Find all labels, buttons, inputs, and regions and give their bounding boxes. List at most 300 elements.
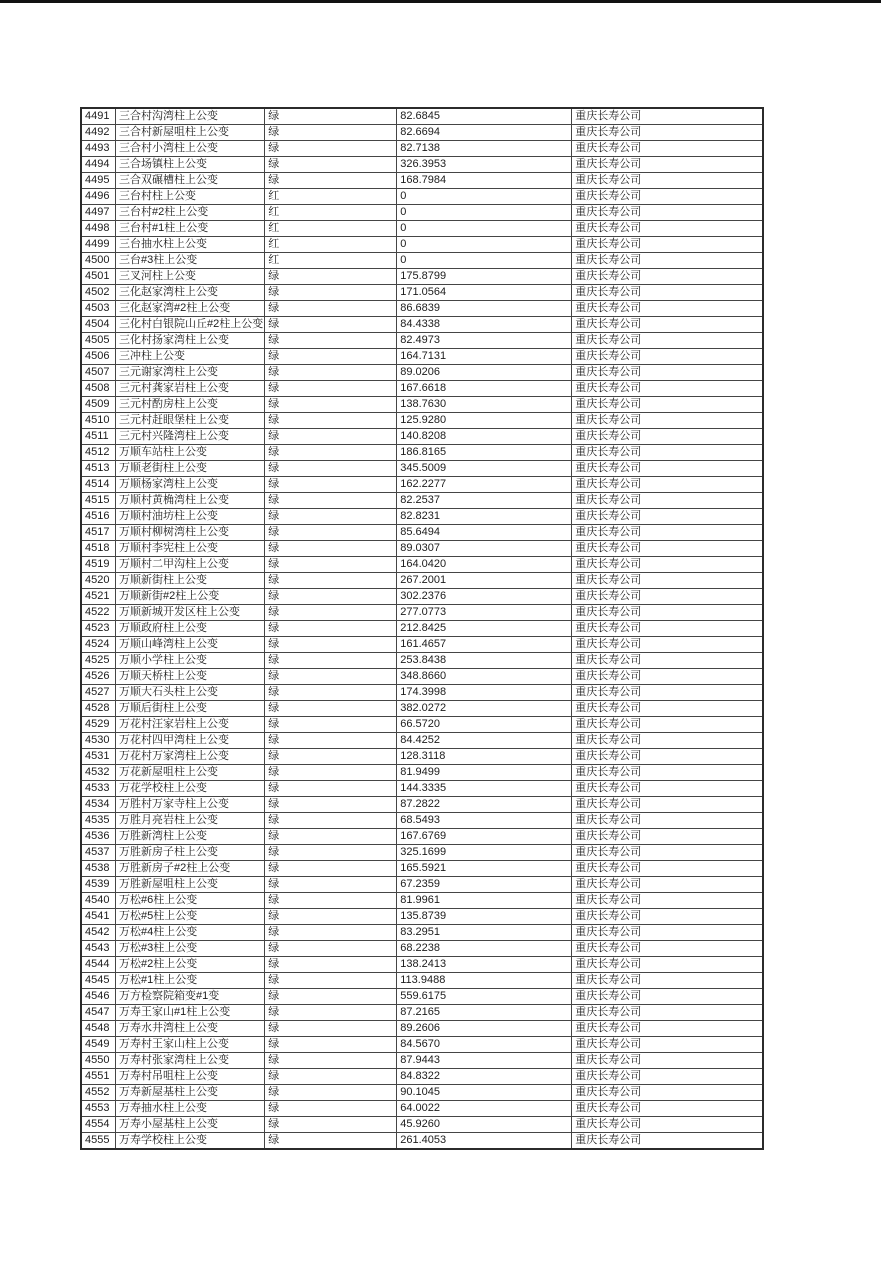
row-id-cell: 4499 bbox=[81, 237, 116, 253]
transformer-name-cell: 万顺大石头柱上公变 bbox=[116, 685, 265, 701]
row-id-cell: 4498 bbox=[81, 221, 116, 237]
company-cell: 重庆长寿公司 bbox=[572, 733, 764, 749]
row-id-cell: 4500 bbox=[81, 253, 116, 269]
transformer-name-cell: 三化赵家湾#2柱上公变 bbox=[116, 301, 265, 317]
table-row bbox=[81, 557, 763, 573]
table-row bbox=[81, 205, 763, 221]
row-id-cell: 4539 bbox=[81, 877, 116, 893]
table-row bbox=[81, 237, 763, 253]
row-id-cell: 4508 bbox=[81, 381, 116, 397]
table-row bbox=[81, 957, 763, 973]
table-row bbox=[81, 525, 763, 541]
row-id-cell: 4519 bbox=[81, 557, 116, 573]
transformer-name-cell: 三台抽水柱上公变 bbox=[116, 237, 265, 253]
row-id-cell: 4513 bbox=[81, 461, 116, 477]
row-id-cell: 4505 bbox=[81, 333, 116, 349]
table-row bbox=[81, 621, 763, 637]
capacity-value-cell: 82.8231 bbox=[397, 509, 572, 525]
capacity-value-cell: 253.8438 bbox=[397, 653, 572, 669]
row-id-cell: 4506 bbox=[81, 349, 116, 365]
transformer-name-cell: 万寿水井湾柱上公变 bbox=[116, 1021, 265, 1037]
transformer-name-cell: 万松#1柱上公变 bbox=[116, 973, 265, 989]
table-row bbox=[81, 797, 763, 813]
company-cell: 重庆长寿公司 bbox=[572, 445, 764, 461]
row-id-cell: 4534 bbox=[81, 797, 116, 813]
table-row bbox=[81, 445, 763, 461]
table-row bbox=[81, 108, 763, 125]
row-id-cell: 4521 bbox=[81, 589, 116, 605]
table-row bbox=[81, 669, 763, 685]
transformer-name-cell: 三元村龚家岩柱上公变 bbox=[116, 381, 265, 397]
transformer-name-cell: 万顺政府柱上公变 bbox=[116, 621, 265, 637]
capacity-value-cell: 84.5670 bbox=[397, 1037, 572, 1053]
status-cell: 绿 bbox=[265, 861, 397, 877]
table-row bbox=[81, 1069, 763, 1085]
table-row bbox=[81, 1133, 763, 1150]
capacity-value-cell: 138.2413 bbox=[397, 957, 572, 973]
status-cell: 绿 bbox=[265, 509, 397, 525]
table-row bbox=[81, 141, 763, 157]
row-id-cell: 4551 bbox=[81, 1069, 116, 1085]
capacity-value-cell: 81.9499 bbox=[397, 765, 572, 781]
transformer-name-cell: 三合场镇柱上公变 bbox=[116, 157, 265, 173]
table-row bbox=[81, 509, 763, 525]
table-row bbox=[81, 941, 763, 957]
table-row bbox=[81, 717, 763, 733]
status-cell: 红 bbox=[265, 189, 397, 205]
transformer-name-cell: 万顺新街柱上公变 bbox=[116, 573, 265, 589]
row-id-cell: 4537 bbox=[81, 845, 116, 861]
row-id-cell: 4554 bbox=[81, 1117, 116, 1133]
row-id-cell: 4552 bbox=[81, 1085, 116, 1101]
table-row bbox=[81, 653, 763, 669]
capacity-value-cell: 89.0206 bbox=[397, 365, 572, 381]
status-cell: 绿 bbox=[265, 557, 397, 573]
row-id-cell: 4550 bbox=[81, 1053, 116, 1069]
transformer-name-cell: 万花村四甲湾柱上公变 bbox=[116, 733, 265, 749]
status-cell: 绿 bbox=[265, 637, 397, 653]
row-id-cell: 4497 bbox=[81, 205, 116, 221]
transformer-name-cell: 三元谢家湾柱上公变 bbox=[116, 365, 265, 381]
table-row bbox=[81, 637, 763, 653]
row-id-cell: 4524 bbox=[81, 637, 116, 653]
capacity-value-cell: 382.0272 bbox=[397, 701, 572, 717]
row-id-cell: 4496 bbox=[81, 189, 116, 205]
table-row bbox=[81, 461, 763, 477]
company-cell: 重庆长寿公司 bbox=[572, 1117, 764, 1133]
company-cell: 重庆长寿公司 bbox=[572, 397, 764, 413]
status-cell: 绿 bbox=[265, 621, 397, 637]
status-cell: 绿 bbox=[265, 157, 397, 173]
company-cell: 重庆长寿公司 bbox=[572, 317, 764, 333]
transformer-name-cell: 万胜村万家寺柱上公变 bbox=[116, 797, 265, 813]
table-row bbox=[81, 1053, 763, 1069]
status-cell: 绿 bbox=[265, 781, 397, 797]
company-cell: 重庆长寿公司 bbox=[572, 108, 764, 125]
status-cell: 绿 bbox=[265, 973, 397, 989]
capacity-value-cell: 559.6175 bbox=[397, 989, 572, 1005]
row-id-cell: 4520 bbox=[81, 573, 116, 589]
transformer-name-cell: 万胜新屋咀柱上公变 bbox=[116, 877, 265, 893]
transformer-name-cell: 万寿村吊咀柱上公变 bbox=[116, 1069, 265, 1085]
status-cell: 绿 bbox=[265, 893, 397, 909]
table-row bbox=[81, 429, 763, 445]
row-id-cell: 4512 bbox=[81, 445, 116, 461]
transformer-name-cell: 万顺车站柱上公变 bbox=[116, 445, 265, 461]
row-id-cell: 4531 bbox=[81, 749, 116, 765]
table-row bbox=[81, 317, 763, 333]
transformer-name-cell: 万寿学校柱上公变 bbox=[116, 1133, 265, 1150]
row-id-cell: 4540 bbox=[81, 893, 116, 909]
capacity-value-cell: 212.8425 bbox=[397, 621, 572, 637]
capacity-value-cell: 325.1699 bbox=[397, 845, 572, 861]
table-row bbox=[81, 685, 763, 701]
transformer-name-cell: 万顺村黄桷湾柱上公变 bbox=[116, 493, 265, 509]
transformer-name-cell: 万顺村油坊柱上公变 bbox=[116, 509, 265, 525]
row-id-cell: 4542 bbox=[81, 925, 116, 941]
status-cell: 绿 bbox=[265, 733, 397, 749]
row-id-cell: 4518 bbox=[81, 541, 116, 557]
capacity-value-cell: 82.4973 bbox=[397, 333, 572, 349]
table-row bbox=[81, 589, 763, 605]
status-cell: 绿 bbox=[265, 381, 397, 397]
table-row bbox=[81, 269, 763, 285]
table-row bbox=[81, 701, 763, 717]
row-id-cell: 4553 bbox=[81, 1101, 116, 1117]
capacity-value-cell: 0 bbox=[397, 221, 572, 237]
capacity-value-cell: 175.8799 bbox=[397, 269, 572, 285]
transformer-name-cell: 万花村万家湾柱上公变 bbox=[116, 749, 265, 765]
status-cell: 绿 bbox=[265, 301, 397, 317]
status-cell: 绿 bbox=[265, 1021, 397, 1037]
row-id-cell: 4510 bbox=[81, 413, 116, 429]
company-cell: 重庆长寿公司 bbox=[572, 829, 764, 845]
transformer-name-cell: 三台村柱上公变 bbox=[116, 189, 265, 205]
capacity-value-cell: 167.6769 bbox=[397, 829, 572, 845]
status-cell: 绿 bbox=[265, 397, 397, 413]
transformer-name-cell: 三合村小湾柱上公变 bbox=[116, 141, 265, 157]
status-cell: 绿 bbox=[265, 701, 397, 717]
capacity-value-cell: 82.2537 bbox=[397, 493, 572, 509]
row-id-cell: 4541 bbox=[81, 909, 116, 925]
transformer-name-cell: 万胜新湾柱上公变 bbox=[116, 829, 265, 845]
status-cell: 绿 bbox=[265, 909, 397, 925]
company-cell: 重庆长寿公司 bbox=[572, 557, 764, 573]
company-cell: 重庆长寿公司 bbox=[572, 749, 764, 765]
transformer-name-cell: 万顺新街#2柱上公变 bbox=[116, 589, 265, 605]
row-id-cell: 4535 bbox=[81, 813, 116, 829]
status-cell: 绿 bbox=[265, 285, 397, 301]
row-id-cell: 4492 bbox=[81, 125, 116, 141]
company-cell: 重庆长寿公司 bbox=[572, 973, 764, 989]
capacity-value-cell: 83.2951 bbox=[397, 925, 572, 941]
company-cell: 重庆长寿公司 bbox=[572, 349, 764, 365]
row-id-cell: 4494 bbox=[81, 157, 116, 173]
transformer-name-cell: 三合双碾槽柱上公变 bbox=[116, 173, 265, 189]
company-cell: 重庆长寿公司 bbox=[572, 957, 764, 973]
status-cell: 绿 bbox=[265, 1053, 397, 1069]
company-cell: 重庆长寿公司 bbox=[572, 413, 764, 429]
table-row bbox=[81, 925, 763, 941]
row-id-cell: 4517 bbox=[81, 525, 116, 541]
transformer-name-cell: 万花新屋咀柱上公变 bbox=[116, 765, 265, 781]
company-cell: 重庆长寿公司 bbox=[572, 941, 764, 957]
capacity-value-cell: 0 bbox=[397, 205, 572, 221]
status-cell: 绿 bbox=[265, 125, 397, 141]
row-id-cell: 4555 bbox=[81, 1133, 116, 1150]
company-cell: 重庆长寿公司 bbox=[572, 589, 764, 605]
table-row bbox=[81, 285, 763, 301]
table-row bbox=[81, 477, 763, 493]
row-id-cell: 4547 bbox=[81, 1005, 116, 1021]
capacity-value-cell: 125.9280 bbox=[397, 413, 572, 429]
company-cell: 重庆长寿公司 bbox=[572, 605, 764, 621]
table-row bbox=[81, 189, 763, 205]
table-row bbox=[81, 493, 763, 509]
capacity-value-cell: 84.4252 bbox=[397, 733, 572, 749]
table-row bbox=[81, 781, 763, 797]
table-row bbox=[81, 365, 763, 381]
capacity-value-cell: 167.6618 bbox=[397, 381, 572, 397]
status-cell: 红 bbox=[265, 221, 397, 237]
capacity-value-cell: 164.7131 bbox=[397, 349, 572, 365]
capacity-value-cell: 89.2606 bbox=[397, 1021, 572, 1037]
company-cell: 重庆长寿公司 bbox=[572, 205, 764, 221]
transformer-name-cell: 万顺山峰湾柱上公变 bbox=[116, 637, 265, 653]
transformer-name-cell: 三台#3柱上公变 bbox=[116, 253, 265, 269]
company-cell: 重庆长寿公司 bbox=[572, 461, 764, 477]
capacity-value-cell: 113.9488 bbox=[397, 973, 572, 989]
capacity-value-cell: 68.2238 bbox=[397, 941, 572, 957]
status-cell: 绿 bbox=[265, 525, 397, 541]
capacity-value-cell: 135.8739 bbox=[397, 909, 572, 925]
row-id-cell: 4511 bbox=[81, 429, 116, 445]
company-cell: 重庆长寿公司 bbox=[572, 877, 764, 893]
capacity-value-cell: 144.3335 bbox=[397, 781, 572, 797]
company-cell: 重庆长寿公司 bbox=[572, 637, 764, 653]
company-cell: 重庆长寿公司 bbox=[572, 621, 764, 637]
capacity-value-cell: 84.4338 bbox=[397, 317, 572, 333]
status-cell: 绿 bbox=[265, 445, 397, 461]
row-id-cell: 4522 bbox=[81, 605, 116, 621]
company-cell: 重庆长寿公司 bbox=[572, 669, 764, 685]
company-cell: 重庆长寿公司 bbox=[572, 813, 764, 829]
capacity-value-cell: 45.9260 bbox=[397, 1117, 572, 1133]
status-cell: 绿 bbox=[265, 108, 397, 125]
transformer-name-cell: 三元村酌房柱上公变 bbox=[116, 397, 265, 413]
capacity-value-cell: 81.9961 bbox=[397, 893, 572, 909]
status-cell: 绿 bbox=[265, 605, 397, 621]
capacity-value-cell: 174.3998 bbox=[397, 685, 572, 701]
company-cell: 重庆长寿公司 bbox=[572, 429, 764, 445]
transformer-name-cell: 万胜月亮岩柱上公变 bbox=[116, 813, 265, 829]
table-row bbox=[81, 541, 763, 557]
table-row bbox=[81, 381, 763, 397]
row-id-cell: 4527 bbox=[81, 685, 116, 701]
row-id-cell: 4532 bbox=[81, 765, 116, 781]
capacity-value-cell: 348.8660 bbox=[397, 669, 572, 685]
capacity-value-cell: 162.2277 bbox=[397, 477, 572, 493]
capacity-value-cell: 66.5720 bbox=[397, 717, 572, 733]
status-cell: 绿 bbox=[265, 173, 397, 189]
company-cell: 重庆长寿公司 bbox=[572, 285, 764, 301]
table-row bbox=[81, 253, 763, 269]
status-cell: 绿 bbox=[265, 717, 397, 733]
transformer-name-cell: 万寿村王家山柱上公变 bbox=[116, 1037, 265, 1053]
table-row bbox=[81, 749, 763, 765]
transformer-name-cell: 三台村#1柱上公变 bbox=[116, 221, 265, 237]
status-cell: 绿 bbox=[265, 333, 397, 349]
company-cell: 重庆长寿公司 bbox=[572, 845, 764, 861]
company-cell: 重庆长寿公司 bbox=[572, 301, 764, 317]
status-cell: 绿 bbox=[265, 797, 397, 813]
row-id-cell: 4545 bbox=[81, 973, 116, 989]
status-cell: 绿 bbox=[265, 1133, 397, 1150]
transformer-name-cell: 万顺新城开发区柱上公变 bbox=[116, 605, 265, 621]
capacity-value-cell: 86.6839 bbox=[397, 301, 572, 317]
row-id-cell: 4525 bbox=[81, 653, 116, 669]
status-cell: 绿 bbox=[265, 653, 397, 669]
company-cell: 重庆长寿公司 bbox=[572, 573, 764, 589]
status-cell: 绿 bbox=[265, 429, 397, 445]
transformer-name-cell: 万花村汪家岩柱上公变 bbox=[116, 717, 265, 733]
row-id-cell: 4549 bbox=[81, 1037, 116, 1053]
capacity-value-cell: 161.4657 bbox=[397, 637, 572, 653]
capacity-value-cell: 261.4053 bbox=[397, 1133, 572, 1150]
capacity-value-cell: 302.2376 bbox=[397, 589, 572, 605]
capacity-value-cell: 87.2165 bbox=[397, 1005, 572, 1021]
capacity-value-cell: 186.8165 bbox=[397, 445, 572, 461]
status-cell: 绿 bbox=[265, 589, 397, 605]
status-cell: 绿 bbox=[265, 845, 397, 861]
table-row bbox=[81, 397, 763, 413]
status-cell: 红 bbox=[265, 237, 397, 253]
table-row bbox=[81, 125, 763, 141]
row-id-cell: 4491 bbox=[81, 108, 116, 125]
transformer-name-cell: 万寿王家山#1柱上公变 bbox=[116, 1005, 265, 1021]
company-cell: 重庆长寿公司 bbox=[572, 765, 764, 781]
company-cell: 重庆长寿公司 bbox=[572, 221, 764, 237]
company-cell: 重庆长寿公司 bbox=[572, 1021, 764, 1037]
status-cell: 绿 bbox=[265, 1117, 397, 1133]
capacity-value-cell: 164.0420 bbox=[397, 557, 572, 573]
transformer-name-cell: 三合村新屋咀柱上公变 bbox=[116, 125, 265, 141]
company-cell: 重庆长寿公司 bbox=[572, 381, 764, 397]
company-cell: 重庆长寿公司 bbox=[572, 253, 764, 269]
row-id-cell: 4493 bbox=[81, 141, 116, 157]
status-cell: 红 bbox=[265, 205, 397, 221]
table-row bbox=[81, 173, 763, 189]
transformer-name-cell: 万顺村柳树湾柱上公变 bbox=[116, 525, 265, 541]
transformer-name-cell: 万胜新房子柱上公变 bbox=[116, 845, 265, 861]
status-cell: 绿 bbox=[265, 1069, 397, 1085]
transformer-name-cell: 万寿抽水柱上公变 bbox=[116, 1101, 265, 1117]
transformer-table bbox=[80, 107, 764, 1150]
capacity-value-cell: 168.7984 bbox=[397, 173, 572, 189]
row-id-cell: 4526 bbox=[81, 669, 116, 685]
status-cell: 绿 bbox=[265, 685, 397, 701]
capacity-value-cell: 87.2822 bbox=[397, 797, 572, 813]
status-cell: 绿 bbox=[265, 141, 397, 157]
transformer-name-cell: 三元村赶眼堡柱上公变 bbox=[116, 413, 265, 429]
company-cell: 重庆长寿公司 bbox=[572, 717, 764, 733]
transformer-name-cell: 万寿小屋基柱上公变 bbox=[116, 1117, 265, 1133]
table-row bbox=[81, 893, 763, 909]
transformer-name-cell: 万顺村李宪柱上公变 bbox=[116, 541, 265, 557]
row-id-cell: 4515 bbox=[81, 493, 116, 509]
company-cell: 重庆长寿公司 bbox=[572, 237, 764, 253]
capacity-value-cell: 87.9443 bbox=[397, 1053, 572, 1069]
status-cell: 绿 bbox=[265, 813, 397, 829]
row-id-cell: 4503 bbox=[81, 301, 116, 317]
capacity-value-cell: 0 bbox=[397, 189, 572, 205]
transformer-name-cell: 万顺村二甲沟柱上公变 bbox=[116, 557, 265, 573]
capacity-value-cell: 67.2359 bbox=[397, 877, 572, 893]
capacity-value-cell: 138.7630 bbox=[397, 397, 572, 413]
table-row bbox=[81, 349, 763, 365]
company-cell: 重庆长寿公司 bbox=[572, 861, 764, 877]
row-id-cell: 4528 bbox=[81, 701, 116, 717]
capacity-value-cell: 171.0564 bbox=[397, 285, 572, 301]
row-id-cell: 4523 bbox=[81, 621, 116, 637]
capacity-value-cell: 68.5493 bbox=[397, 813, 572, 829]
table-row bbox=[81, 605, 763, 621]
company-cell: 重庆长寿公司 bbox=[572, 1053, 764, 1069]
capacity-value-cell: 140.8208 bbox=[397, 429, 572, 445]
capacity-value-cell: 0 bbox=[397, 237, 572, 253]
capacity-value-cell: 165.5921 bbox=[397, 861, 572, 877]
company-cell: 重庆长寿公司 bbox=[572, 893, 764, 909]
capacity-value-cell: 82.7138 bbox=[397, 141, 572, 157]
status-cell: 绿 bbox=[265, 269, 397, 285]
transformer-name-cell: 三叉河柱上公变 bbox=[116, 269, 265, 285]
transformer-name-cell: 万松#3柱上公变 bbox=[116, 941, 265, 957]
table-row bbox=[81, 333, 763, 349]
capacity-value-cell: 84.8322 bbox=[397, 1069, 572, 1085]
table-row bbox=[81, 1037, 763, 1053]
table-row bbox=[81, 733, 763, 749]
company-cell: 重庆长寿公司 bbox=[572, 157, 764, 173]
table-row bbox=[81, 829, 763, 845]
company-cell: 重庆长寿公司 bbox=[572, 989, 764, 1005]
status-cell: 绿 bbox=[265, 877, 397, 893]
capacity-value-cell: 82.6694 bbox=[397, 125, 572, 141]
table-row bbox=[81, 861, 763, 877]
row-id-cell: 4548 bbox=[81, 1021, 116, 1037]
company-cell: 重庆长寿公司 bbox=[572, 781, 764, 797]
status-cell: 绿 bbox=[265, 669, 397, 685]
capacity-value-cell: 326.3953 bbox=[397, 157, 572, 173]
table-row bbox=[81, 909, 763, 925]
table-row bbox=[81, 1101, 763, 1117]
company-cell: 重庆长寿公司 bbox=[572, 1005, 764, 1021]
table-row bbox=[81, 989, 763, 1005]
table-row bbox=[81, 813, 763, 829]
capacity-value-cell: 89.0307 bbox=[397, 541, 572, 557]
transformer-name-cell: 万松#2柱上公变 bbox=[116, 957, 265, 973]
row-id-cell: 4516 bbox=[81, 509, 116, 525]
table-row bbox=[81, 1085, 763, 1101]
row-id-cell: 4533 bbox=[81, 781, 116, 797]
status-cell: 绿 bbox=[265, 749, 397, 765]
row-id-cell: 4529 bbox=[81, 717, 116, 733]
company-cell: 重庆长寿公司 bbox=[572, 653, 764, 669]
company-cell: 重庆长寿公司 bbox=[572, 173, 764, 189]
company-cell: 重庆长寿公司 bbox=[572, 493, 764, 509]
transformer-name-cell: 万胜新房子#2柱上公变 bbox=[116, 861, 265, 877]
status-cell: 绿 bbox=[265, 941, 397, 957]
row-id-cell: 4502 bbox=[81, 285, 116, 301]
